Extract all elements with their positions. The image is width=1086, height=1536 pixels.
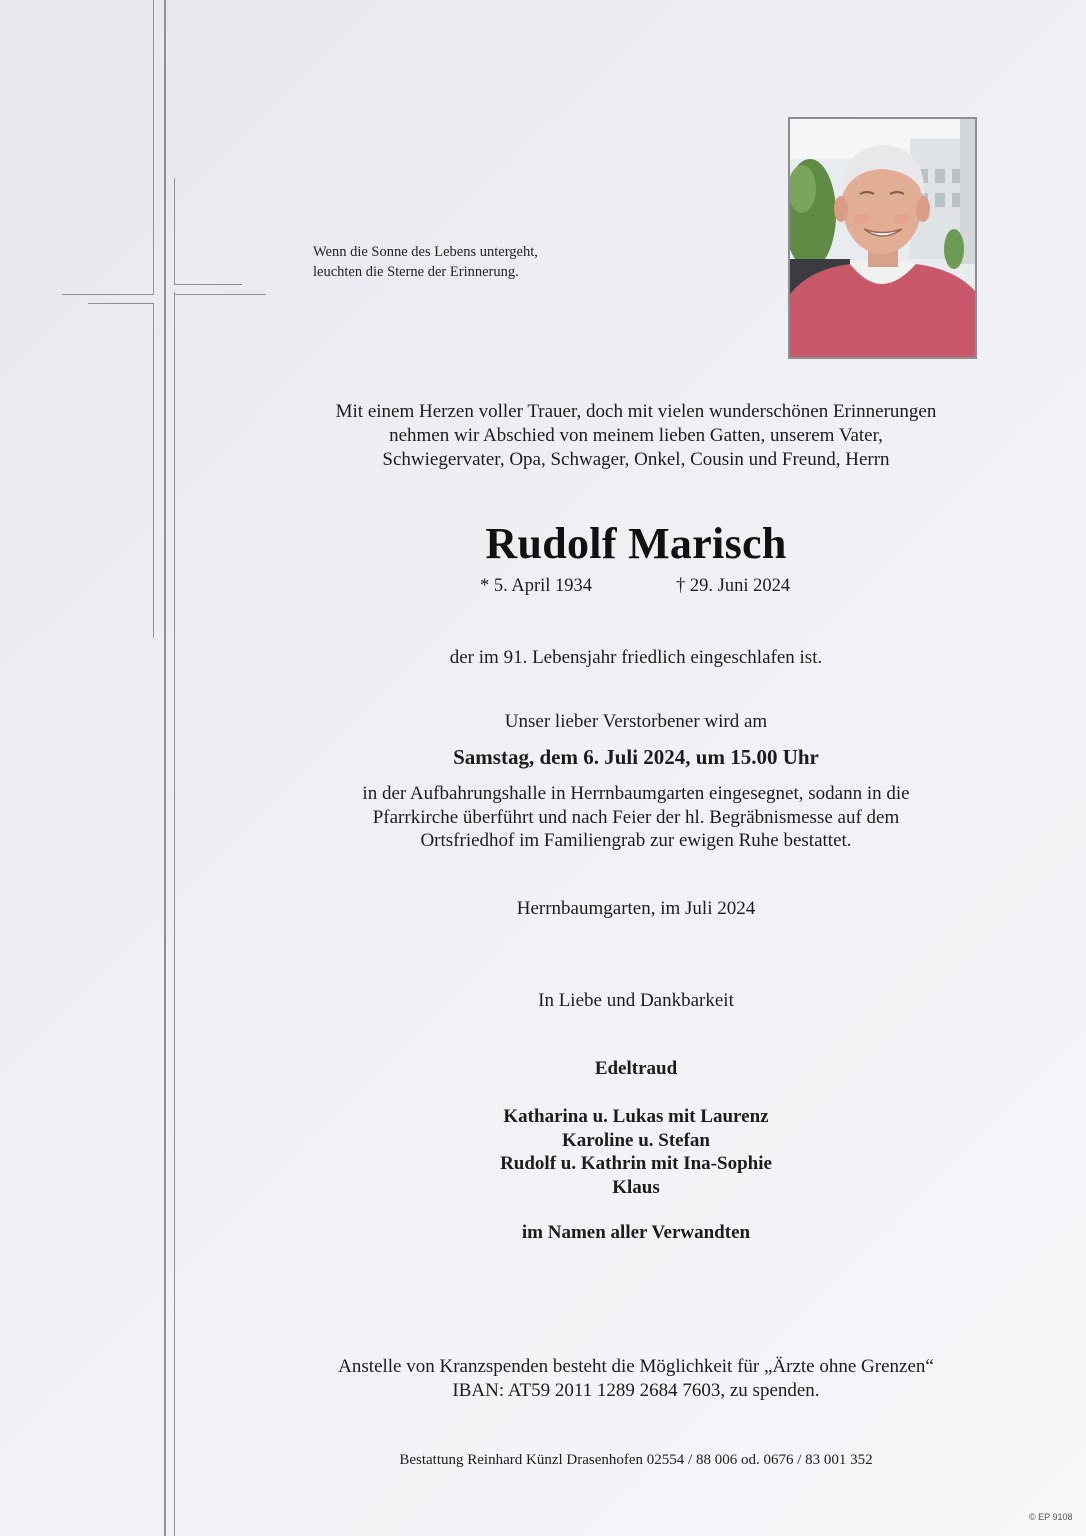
- relatives-line: im Namen aller Verwandten: [521, 1222, 751, 1243]
- deceased-name: Rudolf Marisch: [485, 519, 787, 568]
- family-member: Klaus: [612, 1176, 660, 1198]
- family-member: Katharina u. Lukas mit Laurenz: [503, 1106, 769, 1127]
- birth-date: * 5. April 1934: [480, 576, 593, 596]
- ceremony-line-3: Ortsfriedhof im Familiengrab zur ewigen Ruhe bestattet.: [420, 830, 852, 851]
- intro-line-3: Schwiegervater, Opa, Schwager, Onkel, Cousin und Freund, Herrn: [382, 449, 890, 470]
- print-code: © EP 9108: [1029, 1512, 1073, 1522]
- cross-vertical-upper-left: [153, 0, 154, 295]
- family-members: [186, 1105, 1086, 1199]
- ceremony-lead: Unser lieber Verstorbener wird am: [504, 711, 768, 732]
- portrait-illustration: [790, 119, 975, 357]
- cross-horizontal-right-top: [174, 284, 242, 285]
- death-date: † 29. Juni 2024: [676, 576, 791, 596]
- spouse-name: Edeltraud: [594, 1058, 678, 1079]
- donation-iban: IBAN: AT59 2011 1289 2684 7603, zu spenden.: [452, 1380, 820, 1401]
- family-member: Rudolf u. Kathrin mit Ina-Sophie: [500, 1153, 772, 1174]
- family-member: Karoline u. Stefan: [562, 1129, 710, 1151]
- donation-note: [186, 1355, 1086, 1403]
- life-dates: [0, 576, 1086, 600]
- intro-line-2: nehmen wir Abschied von meinem lieben Gatten, unserem Vater,: [389, 425, 883, 446]
- cross-vertical-main: [164, 0, 166, 1536]
- motto-line-1: Wenn die Sonne des Lebens untergeht,: [313, 244, 538, 260]
- motto-line-2: leuchten die Sterne der Erinnerung.: [313, 264, 519, 280]
- donation-line-1: Anstelle von Kranzspenden besteht die Möglichkeit für „Ärzte ohne Grenzen“: [338, 1356, 934, 1377]
- age-line: der im 91. Lebensjahr friedlich eingeschlafen ist.: [449, 647, 823, 668]
- ceremony-date: Samstag, dem 6. Juli 2024, um 15.00 Uhr: [453, 745, 819, 769]
- cross-horizontal-left-bottom: [88, 303, 154, 304]
- ceremony-details: [186, 782, 1086, 853]
- intro-text: [186, 400, 1086, 472]
- ceremony-line-1: in der Aufbahrungshalle in Herrnbaumgarten eingesegnet, sodann in die: [362, 783, 910, 804]
- cross-horizontal-right-bottom: [174, 294, 266, 295]
- funeral-home: Bestattung Reinhard Künzl Drasenhofen 02554 / 88 006 od. 0676 / 83 001 352: [399, 1452, 873, 1468]
- cross-vertical-upper-right: [174, 178, 175, 284]
- cross-vertical-lower-right: [174, 292, 175, 1536]
- portrait-photo: [788, 117, 977, 359]
- motto: [313, 242, 538, 282]
- closing-phrase: In Liebe und Dankbarkeit: [538, 990, 734, 1011]
- ceremony-line-2: Pfarrkirche überführt und nach Feier der hl. Begräbnismesse auf dem: [372, 806, 900, 828]
- place-date: Herrnbaumgarten, im Juli 2024: [516, 898, 756, 919]
- cross-horizontal-left-top: [62, 294, 154, 295]
- intro-line-1: Mit einem Herzen voller Trauer, doch mit vielen wunderschönen Erinnerungen: [335, 401, 937, 422]
